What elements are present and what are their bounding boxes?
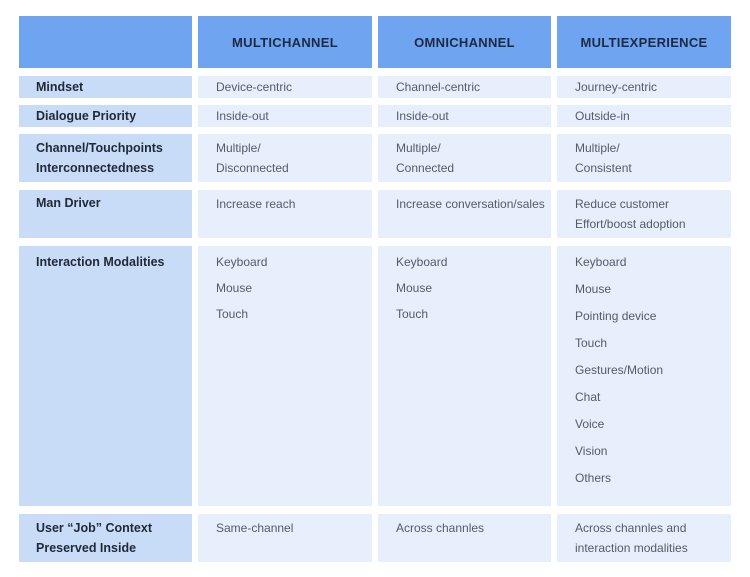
cell-text: Reduce customer <box>575 197 670 211</box>
cell-interconnect-multiexperience <box>557 134 731 182</box>
cell-context-multiexperience <box>557 514 731 562</box>
cell-text: Multiple/ <box>216 141 261 155</box>
cell-interconnect-multichannel <box>198 134 372 182</box>
modalities-list <box>216 249 372 327</box>
row-label-man-driver <box>19 190 192 238</box>
cell-text: Journey-centric <box>575 80 658 94</box>
row-label-text: User “Job” Context <box>36 521 152 535</box>
cell-dialogue-multichannel <box>198 105 372 127</box>
cell-text: Same-channel <box>216 521 294 535</box>
cell-modalities-multiexperience <box>557 246 731 506</box>
cell-context-multichannel <box>198 514 372 562</box>
header-multiexperience: MULTIEXPERIENCE <box>557 16 731 68</box>
modalities-list <box>575 249 731 492</box>
row-label-text: Channel/Touchpoints <box>36 141 163 155</box>
row-label-text: Interaction Modalities <box>36 255 165 269</box>
list-item: Mouse <box>575 282 612 296</box>
row-label-dialogue-priority <box>19 105 192 127</box>
cell-context-omnichannel <box>378 514 551 562</box>
row-label-text: Preserved Inside <box>36 541 137 555</box>
cell-text: Device-centric <box>216 80 293 94</box>
list-item: Vision <box>575 444 608 458</box>
list-item: Keyboard <box>216 255 268 269</box>
modalities-list <box>396 249 551 327</box>
list-item: Gestures/Motion <box>575 363 664 377</box>
cell-text: Connected <box>396 161 455 175</box>
cell-text: Across channles and <box>575 521 687 535</box>
row-label-interconnectedness <box>19 134 192 182</box>
header-omnichannel: OMNICHANNEL <box>378 16 551 68</box>
cell-mindset-multiexperience <box>557 76 731 98</box>
cell-text: Channel-centric <box>396 80 481 94</box>
cell-dialogue-omnichannel <box>378 105 551 127</box>
row-label-mindset <box>19 76 192 98</box>
cell-modalities-omnichannel <box>378 246 551 506</box>
cell-mindset-omnichannel <box>378 76 551 98</box>
cell-text: Multiple/ <box>575 141 620 155</box>
cell-dialogue-multiexperience <box>557 105 731 127</box>
row-label-text: Mindset <box>36 80 84 94</box>
list-item: Pointing device <box>575 309 657 323</box>
list-item: Chat <box>575 390 601 404</box>
cell-text: Disconnected <box>216 161 289 175</box>
header-corner <box>19 16 192 68</box>
cell-text: Inside-out <box>396 109 449 123</box>
row-label-text: Man Driver <box>36 196 101 210</box>
cell-driver-omnichannel <box>378 190 551 238</box>
list-item: Keyboard <box>396 255 448 269</box>
list-item: Touch <box>396 307 429 321</box>
list-item: Others <box>575 471 612 485</box>
cell-modalities-multichannel <box>198 246 372 506</box>
row-label-text: Interconnectedness <box>36 161 155 175</box>
cell-mindset-multichannel <box>198 76 372 98</box>
list-item: Voice <box>575 417 605 431</box>
cell-text: Increase reach <box>216 197 296 211</box>
cell-driver-multichannel <box>198 190 372 238</box>
cell-text: Consistent <box>575 161 632 175</box>
cell-text: Increase conversation/sales <box>396 197 545 211</box>
list-item: Mouse <box>216 281 253 295</box>
list-item: Mouse <box>396 281 433 295</box>
cell-text: Outside-in <box>575 109 630 123</box>
row-label-interaction-modalities <box>19 246 192 506</box>
cell-text: Across channles <box>396 521 485 535</box>
cell-interconnect-omnichannel <box>378 134 551 182</box>
cell-text: Multiple/ <box>396 141 441 155</box>
cell-driver-multiexperience <box>557 190 731 238</box>
header-multichannel: MULTICHANNEL <box>198 16 372 68</box>
cell-text: interaction modalities <box>575 541 688 555</box>
cell-text: Effort/boost adoption <box>575 217 686 231</box>
list-item: Touch <box>575 336 608 350</box>
list-item: Touch <box>216 307 249 321</box>
row-label-user-job-context <box>19 514 192 562</box>
cell-text: Inside-out <box>216 109 269 123</box>
list-item: Keyboard <box>575 255 627 269</box>
row-label-text: Dialogue Priority <box>36 109 137 123</box>
